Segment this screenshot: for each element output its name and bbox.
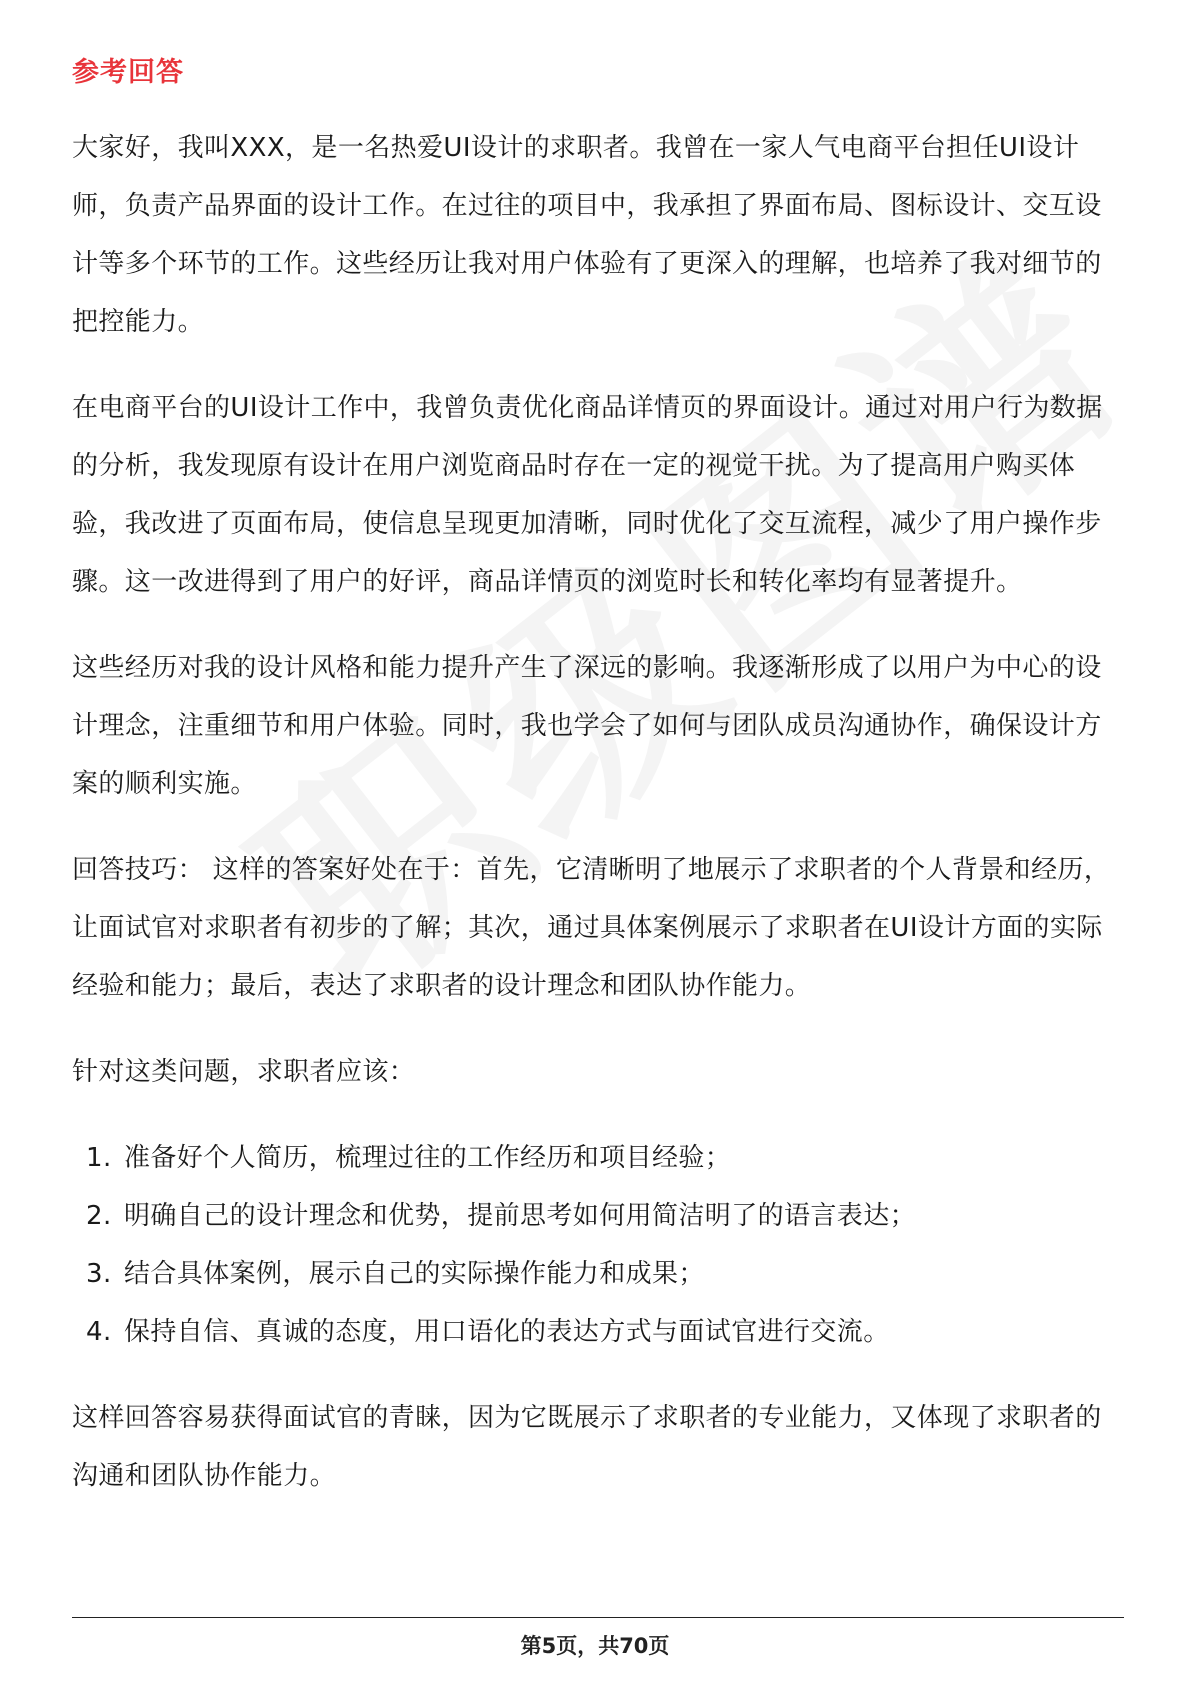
list-text: 结合具体案例，展示自己的实际操作能力和成果； (124, 1259, 705, 1289)
list-number: 2. (86, 1201, 112, 1231)
list-number: 4. (86, 1317, 112, 1347)
list-number: 1. (86, 1143, 112, 1173)
advice-list (72, 1129, 1124, 1361)
answer-content (72, 119, 1124, 1533)
section-heading: 参考回答 (72, 57, 184, 88)
footer-divider (72, 1617, 1124, 1618)
paragraph-intro: 大家好，我叫XXX，是一名热爱UI设计的求职者。我曾在一家人气电商平台担任UI设计师，负责产品界面的设计工作。在过往的项目中，我承担了界面布局、图标设计、交互设计等多个环节的工作。这些经历让我对用户体验有了更深入的理解，也培养了我对细节的把控能力。 (72, 133, 1102, 337)
list-item (72, 1303, 1124, 1361)
list-item (72, 1245, 1124, 1303)
list-item (72, 1187, 1124, 1245)
paragraph-conclusion: 这样回答容易获得面试官的青睐，因为它既展示了求职者的专业能力，又体现了求职者的沟通和团队协作能力。 (72, 1403, 1102, 1491)
list-text: 明确自己的设计理念和优势，提前思考如何用简洁明了的语言表达； (124, 1201, 917, 1231)
list-text: 保持自信、真诚的态度，用口语化的表达方式与面试官进行交流。 (124, 1317, 890, 1347)
paragraph-impact: 这些经历对我的设计风格和能力提升产生了深远的影响。我逐渐形成了以用户为中心的设计理念，注重细节和用户体验。同时，我也学会了如何与团队成员沟通协作，确保设计方案的顺利实施。 (72, 653, 1102, 799)
list-text: 准备好个人简历，梳理过往的工作经历和项目经验； (124, 1143, 732, 1173)
paragraph-case: 在电商平台的UI设计工作中，我曾负责优化商品详情页的界面设计。通过对用户行为数据的分析，我发现原有设计在用户浏览商品时存在一定的视觉干扰。为了提高用户购买体验，我改进了页面布局，使信息呈现更加清晰，同时优化了交互流程，减少了用户操作步骤。这一改进得到了用户的好评，商品详情页的浏览时长和转化率均有显著提升。 (72, 393, 1103, 597)
list-item (72, 1129, 1124, 1187)
paragraph-tips: 回答技巧： 这样的答案好处在于：首先，它清晰明了地展示了求职者的个人背景和经历，让面试官对求职者有初步的了解；其次，通过具体案例展示了求职者在UI设计方面的实际经验和能力；最后，表达了求职者的设计理念和团队协作能力。 (72, 855, 1111, 1001)
list-number: 3. (86, 1259, 112, 1289)
paragraph-advice-intro: 针对这类问题，求职者应该： (72, 1057, 416, 1087)
page-number: 第5页，共70页 (520, 1634, 670, 1658)
